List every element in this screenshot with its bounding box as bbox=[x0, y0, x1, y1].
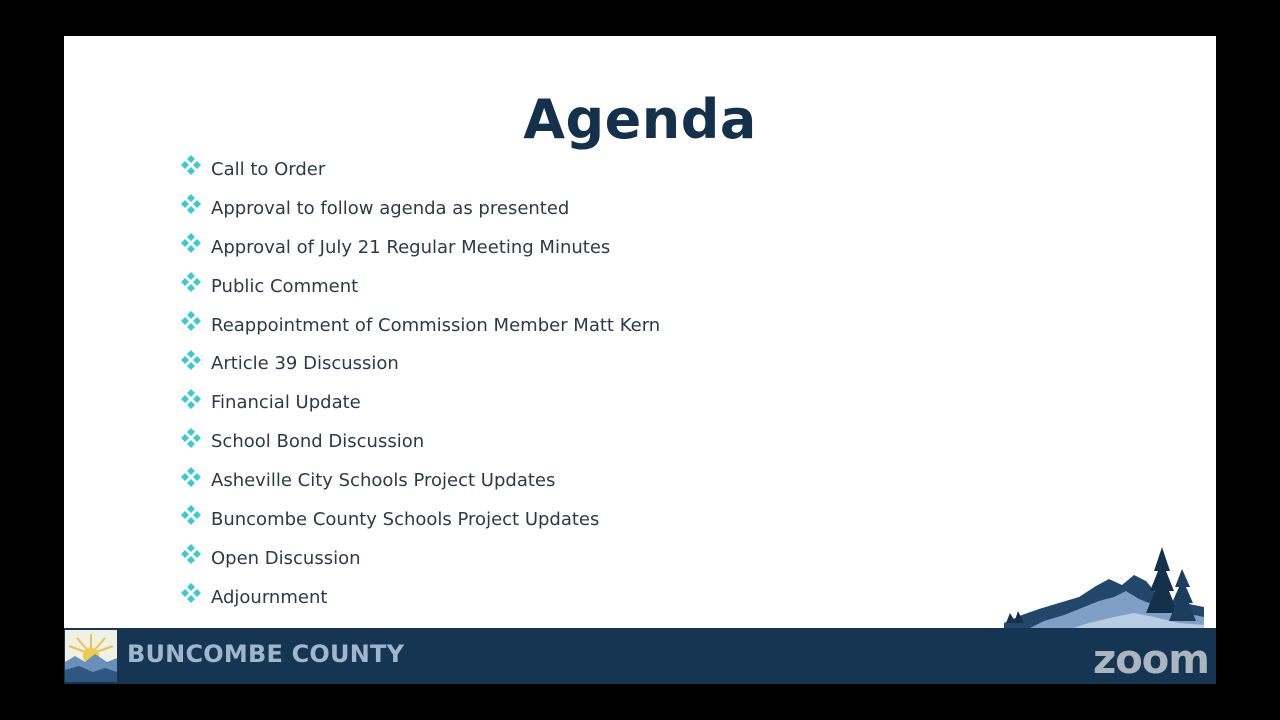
agenda-item-text: Public Comment bbox=[211, 275, 359, 297]
agenda-item bbox=[180, 578, 660, 617]
diamond-cluster-icon bbox=[180, 154, 202, 176]
diamond-cluster-icon bbox=[180, 232, 202, 254]
diamond-cluster-icon bbox=[180, 349, 202, 371]
agenda-item bbox=[180, 383, 660, 422]
presentation-slide bbox=[64, 36, 1216, 684]
agenda-item-text: Adjournment bbox=[211, 586, 328, 608]
diamond-cluster-icon bbox=[180, 271, 202, 293]
agenda-item bbox=[180, 422, 660, 461]
agenda-item bbox=[180, 150, 660, 189]
diamond-cluster-icon bbox=[180, 193, 202, 215]
agenda-item bbox=[180, 267, 660, 306]
slide-title: Agenda bbox=[523, 88, 757, 151]
diamond-cluster-icon bbox=[180, 582, 202, 604]
zoom-watermark: zoom bbox=[1093, 637, 1209, 683]
agenda-item-text: Financial Update bbox=[211, 392, 361, 414]
agenda-item-text: Article 39 Discussion bbox=[211, 353, 399, 375]
diamond-cluster-icon bbox=[180, 388, 202, 410]
agenda-item bbox=[180, 228, 660, 267]
agenda-item-text: Buncombe County Schools Project Updates bbox=[211, 508, 600, 530]
diamond-cluster-icon bbox=[180, 427, 202, 449]
agenda-item-text: Asheville City Schools Project Updates bbox=[211, 470, 556, 492]
diamond-cluster-icon bbox=[180, 466, 202, 488]
agenda-item bbox=[180, 461, 660, 500]
agenda-item-text: Call to Order bbox=[211, 158, 326, 180]
agenda-item bbox=[180, 500, 660, 539]
agenda-item-text: Approval to follow agenda as presented bbox=[211, 197, 570, 219]
diamond-cluster-icon bbox=[180, 310, 202, 332]
mountains-trees-illustration bbox=[1004, 541, 1204, 631]
diamond-cluster-icon bbox=[180, 543, 202, 565]
diamond-cluster-icon bbox=[180, 504, 202, 526]
agenda-item bbox=[180, 344, 660, 383]
county-logo-icon bbox=[65, 630, 117, 682]
agenda-item-text: Open Discussion bbox=[211, 547, 361, 569]
agenda-item bbox=[180, 539, 660, 578]
agenda-item-text: Approval of July 21 Regular Meeting Minutes bbox=[211, 236, 611, 258]
agenda-list bbox=[180, 150, 660, 617]
agenda-item-text: School Bond Discussion bbox=[211, 431, 425, 453]
agenda-item bbox=[180, 306, 660, 345]
county-name: BUNCOMBE COUNTY bbox=[127, 640, 405, 668]
agenda-item-text: Reappointment of Commission Member Matt Kern bbox=[211, 314, 661, 336]
slide-footer bbox=[64, 628, 1216, 684]
agenda-item bbox=[180, 189, 660, 228]
